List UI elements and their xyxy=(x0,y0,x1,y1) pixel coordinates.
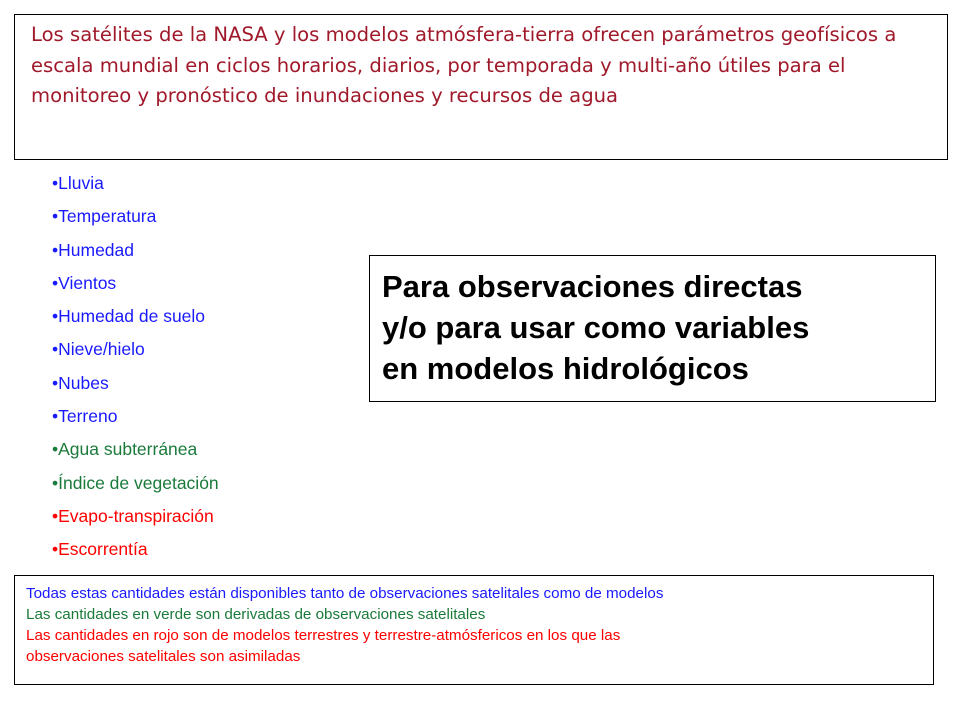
parameter-item-humedad-de-suelo: •Humedad de suelo xyxy=(52,306,206,327)
callout-line-1: Para observaciones directas xyxy=(382,269,803,304)
header-textbox xyxy=(14,14,948,160)
callout-line-3: en modelos hidrológicos xyxy=(382,351,749,386)
parameter-item-agua-subterranea: •Agua subterránea xyxy=(52,439,198,460)
parameter-item-escorrentia: •Escorrentía xyxy=(52,539,148,560)
parameter-list xyxy=(52,170,219,570)
footer-note-red-continued: observaciones satelitales son asimiladas xyxy=(26,648,301,665)
callout-line-2: y/o para usar como variables xyxy=(382,310,810,345)
parameter-item-lluvia: •Lluvia xyxy=(52,173,104,193)
parameter-item-nieve-hielo: •Nieve/hielo xyxy=(52,339,145,360)
parameter-item-indice-de-vegetacion: •Índice de vegetación xyxy=(52,472,219,493)
footer-note-red: Las cantidades en rojo son de modelos terrestres y terrestre-atmósfericos en los que las xyxy=(26,627,621,644)
callout-box xyxy=(369,255,936,402)
parameter-item-evapo-transpiracion: •Evapo-transpiración xyxy=(52,505,214,526)
parameter-item-nubes: •Nubes xyxy=(52,372,109,393)
parameter-item-humedad: •Humedad xyxy=(52,239,135,260)
parameter-item-vientos: •Vientos xyxy=(52,272,117,293)
parameter-item-terreno: •Terreno xyxy=(52,406,118,427)
header-text: Los satélites de la NASA y los modelos atmósfera-tierra ofrecen parámetros geofísicos a escala mundial en ciclos horarios, diarios, por temporada y multi-año útiles para el monitoreo y pronóstico de inundaciones y recursos de agua xyxy=(31,23,897,107)
footer-notes-box xyxy=(14,575,934,685)
parameter-item-temperatura: •Temperatura xyxy=(52,206,157,227)
footer-note-all: Todas estas cantidades están disponibles tanto de observaciones satelitales como de modelos xyxy=(26,585,664,602)
footer-note-green: Las cantidades en verde son derivadas de observaciones satelitales xyxy=(26,606,486,623)
